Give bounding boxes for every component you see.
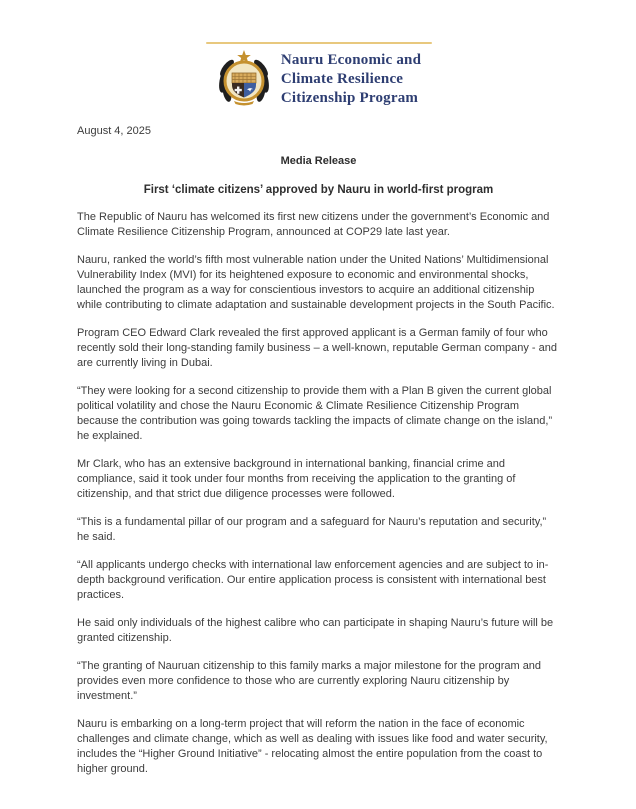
gold-divider-rule: [206, 42, 432, 44]
headline: First ‘climate citizens’ approved by Nauru in world-first program: [143, 184, 494, 196]
program-logo: [77, 49, 560, 109]
body-copy: [77, 210, 560, 777]
nauru-coat-of-arms-icon: [216, 49, 272, 109]
program-name-line-3: Citizenship Program: [280, 89, 419, 106]
paragraph-9: “The granting of Nauruan citizenship to this family marks a major milestone for the program and provides even more confidence to those who are currently exploring Nauru citizenship by investment.”: [77, 660, 542, 702]
paragraph-6: “This is a fundamental pillar of our program and a safeguard for Nauru’s reputation and security,” he said.: [77, 516, 547, 543]
program-name-line-2: Climate Resilience: [280, 70, 404, 87]
paragraph-4: “They were looking for a second citizenship to provide them with a Plan B given the current global political volatility and chose the Nauru Economic & Climate Resilience Citizenship Program because the contribution was going towards tackling the impacts of climate change on the island,” he explained.: [77, 385, 553, 442]
release-date: August 4, 2025: [77, 125, 152, 137]
program-name-line-1: Nauru Economic and: [280, 51, 422, 68]
paragraph-7: “All applicants undergo checks with international law enforcement agencies and are subject to in-depth background verification. Our entire application process is consistent with international best practices.: [77, 559, 549, 601]
media-release-label: Media Release: [280, 155, 357, 167]
paragraph-8: He said only individuals of the highest calibre who can participate in shaping Nauru’s future will be granted citizenship.: [77, 617, 554, 644]
program-name: [281, 51, 421, 108]
paragraph-10: Nauru is embarking on a long-term project that will reform the nation in the face of economic challenges and climate change, which as well as dealing with issues like food and water security, includes the “Higher Ground Initiative” - relocating almost the entire population from the coast to higher ground.: [77, 718, 548, 775]
paragraph-2: Nauru, ranked the world’s fifth most vulnerable nation under the United Nations’ Multidimensional Vulnerability Index (MVI) for its heightened exposure to economic and environmental shocks, launched the program as a way for conscientious investors to acquire an additional citizenship while contributing to climate adaptation and sustainable development projects in the South Pacific.: [77, 254, 555, 311]
paragraph-3: Program CEO Edward Clark revealed the first approved applicant is a German family of four who recently sold their long-standing family business – a well-known, reputable German company - and are currently living in Dubai.: [77, 327, 557, 369]
paragraph-1: The Republic of Nauru has welcomed its first new citizens under the government’s Economic and Climate Resilience Citizenship Program, announced at COP29 late last year.: [77, 211, 550, 238]
paragraph-5: Mr Clark, who has an extensive background in international banking, financial crime and compliance, said it took under four months from receiving the application to the granting of citizenship, and that strict due diligence processes were followed.: [77, 458, 516, 500]
letterhead: [77, 0, 560, 109]
